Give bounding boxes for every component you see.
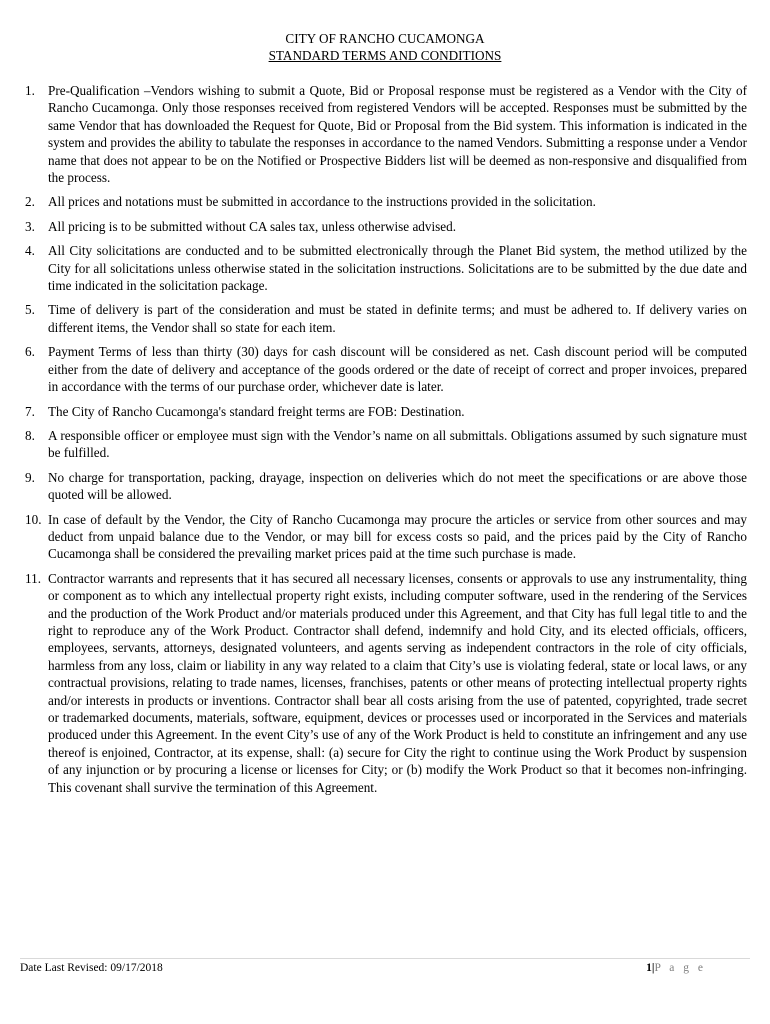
term-text: A responsible officer or employee must sign with the Vendor’s name on all submittals. Obligations assumed by such signature must be fulfilled.: [48, 427, 747, 461]
term-item: [25, 570, 747, 796]
term-text: Pre-Qualification –Vendors wishing to submit a Quote, Bid or Proposal response must be registered as a Vendor with the City of Rancho Cucamonga. Only those responses received from registered Vendors will be accepted. Responses must be submitted by the same Vendor that has downloaded the Request for Quote, Bid or Proposal from the Bid system. This information is indicated in the system and provides the ability to tabulate the responses in accordance to the named Vendors. Submitting a response under a Vendor name that does not appear to be on the Notified or Prospective Bidders list will be deemed as non-responsive and disqualified from the process.: [48, 83, 747, 186]
footer-revision-date: Date Last Revised: 09/17/2018: [20, 962, 163, 974]
term-number: 8.: [25, 427, 35, 443]
term-item: [25, 469, 747, 504]
page-number: 1: [646, 962, 652, 974]
term-item: [25, 193, 747, 210]
term-number: 11.: [25, 570, 41, 586]
term-number: 1.: [25, 83, 35, 98]
page-separator: |: [651, 962, 655, 974]
document-title: CITY OF RANCHO CUCAMONGA: [285, 31, 485, 46]
term-number: 5.: [25, 302, 35, 318]
term-item: [25, 403, 747, 420]
term-number: 9.: [25, 469, 35, 485]
footer-divider: [20, 958, 750, 959]
term-item: [25, 242, 747, 294]
term-text: Time of delivery is part of the consideration and must be stated in definite terms; and must be adhered to. If delivery varies on different items, the Vendor shall so state for each item.: [48, 302, 747, 335]
term-item: [25, 511, 747, 563]
document-subtitle: STANDARD TERMS AND CONDITIONS: [268, 48, 502, 63]
terms-list: [25, 82, 747, 803]
term-text: Contractor warrants and represents that it has secured all necessary licenses, consents or approvals to use any instrumentality, thing or component as to which any intellectual property right exists, including computer software, used in the rendering of the Services and the production of the Work Product and/or materials produced under this Agreement, and that City has full legal title to and the right to reproduce any of the Work Product. Contractor shall defend, indemnify and hold City, and its elected officials, officers, employees, servants, attorneys, designated volunteers, and agents serving as independent contractors in the role of city officials, harmless from any loss, claim or liability in any way related to a claim that City’s use is violating federal, state or local laws, or any contractual provisions, relating to trade names, licenses, franchises, patents or other means of protecting intellectual property rights and/or interests in products or inventions. Contractor shall bear all costs arising from the use of patented, copyrighted, trade secret or trademarked documents, materials, software, equipment, devices or processes used or incorporated in the Services and materials produced under this Agreement. In the event City’s use of any of the Work Product is held to constitute an infringement and any use thereof is enjoined, Contractor, at its expense, shall: (a) secure for City the right to continue using the Work Product by suspension of any injunction or by procuring a license or licenses for City; or (b) modify the Work Product so that it becomes non-infringing. This covenant shall survive the termination of this Agreement.: [48, 570, 747, 795]
term-number: 2.: [25, 194, 35, 210]
footer-page-indicator: [646, 962, 706, 974]
term-text: All prices and notations must be submitted in accordance to the instructions provided in the solicitation.: [48, 194, 596, 210]
term-number: 7.: [25, 403, 35, 419]
term-text: In case of default by the Vendor, the City of Rancho Cucamonga may procure the articles or service from other sources and may deduct from unpaid balance due to the Vendor, or may bill for excess costs so paid, and the prices paid by the City of Rancho Cucamonga shall be considered the prevailing market prices paid at the time such purchase is made.: [48, 511, 747, 562]
term-item: [25, 301, 747, 336]
term-text: All City solicitations are conducted and to be submitted electronically through the Planet Bid system, the method utilized by the City for all solicitations unless otherwise stated in the solicitation instructions. Solicitations are to be submitted by the due date and time indicated in the solicitation package.: [48, 243, 747, 294]
document-header: [0, 30, 770, 64]
term-text: No charge for transportation, packing, drayage, inspection on deliveries which do not meet the specifications or are above those quoted will be allowed.: [48, 469, 747, 503]
term-item: [25, 218, 747, 235]
term-number: 6.: [25, 344, 35, 360]
term-text: The City of Rancho Cucamonga's standard freight terms are FOB: Destination.: [48, 403, 465, 419]
term-number: 4.: [25, 243, 35, 259]
term-number: 3.: [25, 218, 35, 234]
term-number: 10.: [25, 511, 42, 527]
term-item: [25, 82, 747, 186]
term-text: Payment Terms of less than thirty (30) days for cash discount will be considered as net. Cash discount period will be computed either from the date of delivery and acceptance of the goods ordered or the date of receipt of correct and proper invoices, prepared in accordance with the terms of our purchase order, whichever date is later.: [48, 344, 747, 395]
term-item: [25, 343, 747, 395]
term-text: All pricing is to be submitted without CA sales tax, unless otherwise advised.: [48, 218, 457, 234]
term-item: [25, 427, 747, 462]
page-word: P a g e: [654, 962, 706, 974]
